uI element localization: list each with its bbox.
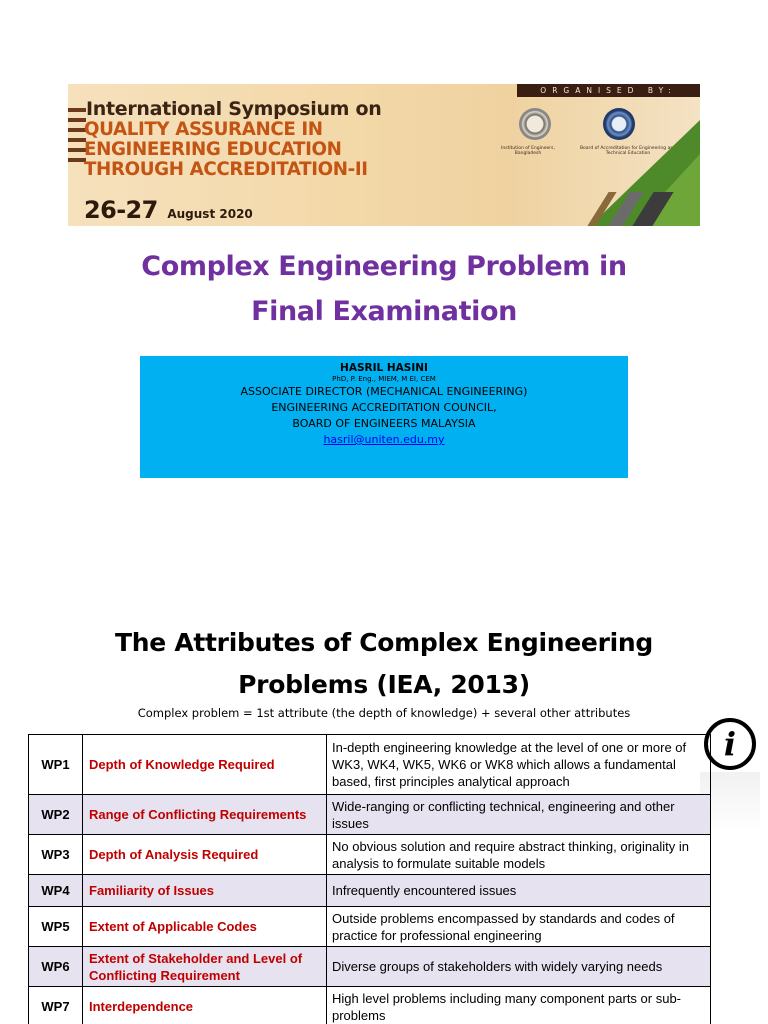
table-row-wp6 — [29, 947, 711, 987]
table-row-wp1 — [29, 735, 711, 795]
author-qualifications: PhD, P. Eng., MIEM, M EI, CEM — [332, 375, 436, 383]
info-icon[interactable]: i — [704, 718, 756, 770]
author-position: ASSOCIATE DIRECTOR (MECHANICAL ENGINEERING) — [240, 385, 528, 398]
attribute-description: No obvious solution and require abstract thinking, originality in analysis to formulate suitable models — [327, 835, 711, 875]
table-row-wp7 — [29, 987, 711, 1024]
complex-problem-attributes-table — [28, 734, 711, 1024]
banner-title-line4: THROUGH ACCREDITATION-II — [84, 158, 368, 180]
author-organisation: ENGINEERING ACCREDITATION COUNCIL, — [271, 401, 497, 414]
wp-code: WP4 — [29, 875, 83, 907]
table-row-wp3 — [29, 835, 711, 875]
baete-caption: Board of Accreditation for Engineering and Technical Education — [579, 146, 677, 156]
symposium-banner — [68, 84, 700, 226]
banner-title-line3: ENGINEERING EDUCATION — [84, 138, 342, 160]
author-email-link[interactable]: hasril@uniten.edu.my — [323, 433, 445, 446]
slide1-title — [0, 244, 768, 334]
attribute-name: Interdependence — [83, 987, 327, 1024]
slide2-title — [0, 622, 768, 706]
wp-code: WP2 — [29, 795, 83, 835]
attribute-description: Wide-ranging or conflicting technical, engineering and other issues — [327, 795, 711, 835]
banner-title-line1: International Symposium on — [86, 98, 382, 120]
author-info-box — [140, 356, 628, 478]
attribute-name: Depth of Analysis Required — [83, 835, 327, 875]
slide1-title-line1: Complex Engineering Problem in — [141, 251, 627, 282]
banner-date — [84, 196, 253, 224]
wp-code: WP3 — [29, 835, 83, 875]
attribute-name: Extent of Stakeholder and Level of Conflicting Requirement — [83, 947, 327, 987]
organised-by-label: ORGANISED BY: — [517, 84, 700, 97]
slide2-subtitle: Complex problem = 1st attribute (the depth of knowledge) + several other attributes — [137, 706, 631, 720]
iebl-caption: Institution of Engineers, Bangladesh — [501, 146, 555, 156]
table-row-wp2 — [29, 795, 711, 835]
slide2-title-line1: The Attributes of Complex Engineering — [115, 628, 653, 657]
attribute-description: Infrequently encountered issues — [327, 875, 711, 907]
attribute-name: Extent of Applicable Codes — [83, 907, 327, 947]
author-name: HASRIL HASINI — [340, 362, 428, 374]
attribute-name: Familiarity of Issues — [83, 875, 327, 907]
wp-code: WP1 — [29, 735, 83, 795]
wp-code: WP7 — [29, 987, 83, 1024]
banner-date-month: August 2020 — [167, 207, 253, 221]
wp-code: WP5 — [29, 907, 83, 947]
attribute-description: Diverse groups of stakeholders with widely varying needs — [327, 947, 711, 987]
banner-date-days: 26-27 — [84, 196, 158, 224]
wp-code: WP6 — [29, 947, 83, 987]
author-board: BOARD OF ENGINEERS MALAYSIA — [292, 417, 476, 430]
iebl-logo — [519, 108, 551, 140]
attribute-name: Range of Conflicting Requirements — [83, 795, 327, 835]
slide2-title-line2: Problems (IEA, 2013) — [238, 670, 530, 699]
banner-title-line2: QUALITY ASSURANCE IN — [84, 118, 323, 140]
table-row-wp4 — [29, 875, 711, 907]
attribute-description: Outside problems encompassed by standards and codes of practice for professional engineering — [327, 907, 711, 947]
attribute-description: In-depth engineering knowledge at the level of one or more of WK3, WK4, WK5, WK6 or WK8 which allows a fundamental based, first principles analytical approach — [327, 735, 711, 795]
table-row-wp5 — [29, 907, 711, 947]
slide1-title-line2: Final Examination — [251, 296, 517, 327]
attribute-description: High level problems including many component parts or sub-problems — [327, 987, 711, 1024]
attribute-name: Depth of Knowledge Required — [83, 735, 327, 795]
